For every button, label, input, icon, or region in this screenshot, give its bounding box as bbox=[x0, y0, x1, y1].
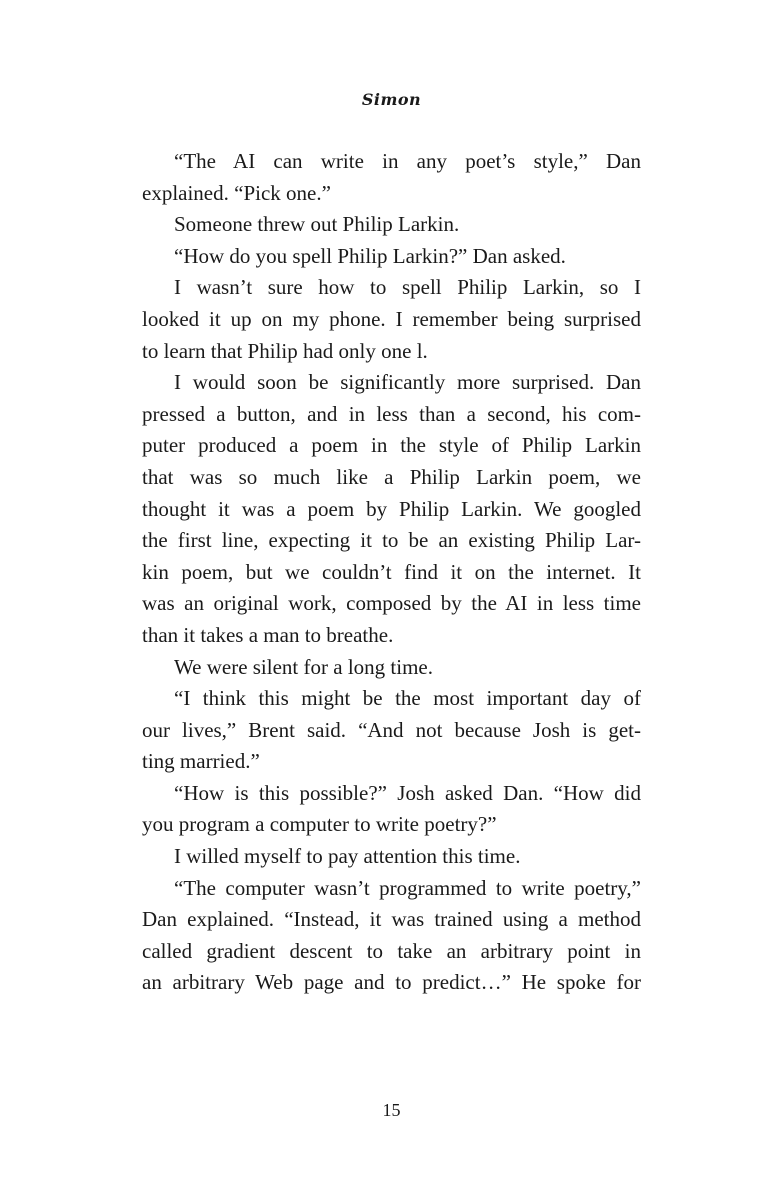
text-line: than it takes a man to breathe. bbox=[142, 622, 394, 647]
running-head: Simon bbox=[361, 90, 422, 109]
text-line: Someone threw out Philip Larkin. bbox=[174, 212, 460, 237]
text-line: looked it up on my phone. I remember being surprised bbox=[142, 306, 641, 331]
text-line: “The computer wasn’t programmed to write poetry,” bbox=[174, 875, 641, 900]
text-line: “How do you spell Philip Larkin?” Dan asked. bbox=[174, 243, 566, 268]
text-line: “I think this might be the most important day of bbox=[174, 686, 641, 711]
text-line: We were silent for a long time. bbox=[174, 654, 433, 679]
text-line: ting married.” bbox=[142, 749, 260, 774]
text-line: the first line, expecting it to be an existing Philip Lar- bbox=[142, 528, 641, 553]
text-line: that was so much like a Philip Larkin poem, we bbox=[142, 464, 641, 489]
text-line: I would soon be significantly more surprised. Dan bbox=[174, 370, 641, 395]
text-line: you program a computer to write poetry?” bbox=[142, 812, 497, 837]
page-number: 15 bbox=[382, 1100, 401, 1120]
text-line: was an original work, composed by the AI in less time bbox=[142, 591, 641, 616]
text-line: to learn that Philip had only one l. bbox=[142, 338, 428, 363]
text-line: pressed a button, and in less than a second, his com- bbox=[142, 401, 641, 426]
text-line: kin poem, but we couldn’t find it on the internet. It bbox=[142, 559, 641, 584]
text-line: puter produced a poem in the style of Philip Larkin bbox=[142, 433, 641, 458]
text-line: explained. “Pick one.” bbox=[142, 180, 331, 205]
body-text bbox=[142, 146, 641, 999]
text-line: our lives,” Brent said. “And not because Josh is get- bbox=[142, 717, 641, 742]
text-line: I wasn’t sure how to spell Philip Larkin, so I bbox=[174, 275, 641, 300]
text-line: called gradient descent to take an arbitrary point in bbox=[142, 938, 641, 963]
text-line: Dan explained. “Instead, it was trained using a method bbox=[142, 907, 641, 932]
text-line: I willed myself to pay attention this time. bbox=[174, 844, 521, 869]
text-line: “The AI can write in any poet’s style,” Dan bbox=[174, 149, 641, 173]
text-line: “How is this possible?” Josh asked Dan. “How did bbox=[174, 780, 641, 805]
text-line: an arbitrary Web page and to predict…” He spoke for bbox=[142, 970, 641, 995]
text-line: thought it was a poem by Philip Larkin. We googled bbox=[142, 496, 641, 521]
